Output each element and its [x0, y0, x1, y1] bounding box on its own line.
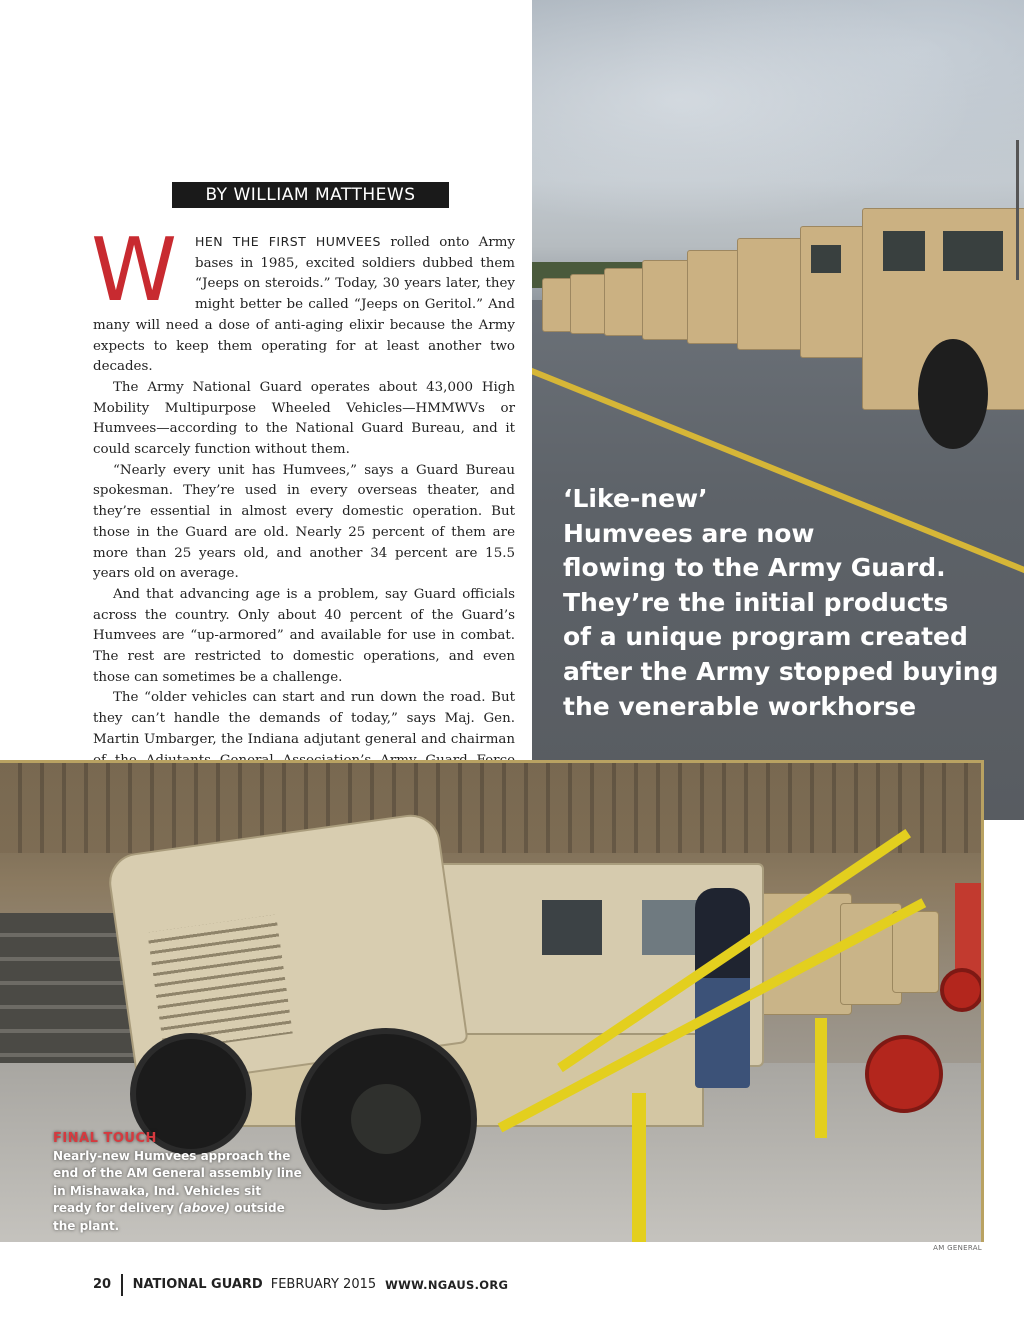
- assembly-worker: [695, 888, 750, 1088]
- paragraph-text: rolled onto Army bases in 1985, excited soldiers dubbed them “Jeeps on steroids.” Today, 30 years later, they might better be called “Jeeps on Geritol.” And many will need a dose of anti-aging elixir because the Army expects to keep them operating for at least another two decades.: [93, 235, 515, 375]
- queued-humvee: [892, 911, 939, 993]
- photo-credit: AM GENERAL: [933, 1244, 982, 1252]
- wheel-hub: [351, 1084, 421, 1154]
- article-paragraph: “Nearly every unit has Humvees,” says a Guard Bureau spokesman. They’re used in every overseas theater, and they’re essential in almost every domestic operation. But those in the Guard are old. Nearly 25 percent of them are more than 25 years old, and another 34 percent are 15.5 years old on average.: [93, 462, 515, 582]
- factory-ceiling: [0, 763, 984, 853]
- parked-humvee: [737, 238, 809, 350]
- page-footer: [93, 1274, 508, 1296]
- byline: BY WILLIAM MATTHEWS: [172, 182, 449, 208]
- footer-divider: [121, 1274, 123, 1296]
- cab-window: [542, 900, 602, 955]
- caption-text-part: Nearly-new Humvees approach the end of the AM General assembly line in Mishawaka, Ind. Vehicles sit ready for delivery: [53, 1148, 302, 1215]
- lead-in: HEN THE FIRST HUMVEES: [195, 234, 381, 249]
- queued-humvee: [760, 893, 852, 1015]
- utility-pole: [1016, 140, 1019, 280]
- drop-cap: W: [91, 219, 178, 321]
- article-paragraph: The “older vehicles can start and run down the road. But they can’t handle the demands of today,” says Maj. Gen. Martin Umbarger, the Indiana adjutant general and chairman: [93, 690, 515, 747]
- hose-reel: [940, 968, 984, 1012]
- hose-reel: [865, 1035, 943, 1113]
- pull-quote-line: Humvees are now: [563, 518, 815, 548]
- article-paragraph: And that advancing age is a problem, say Guard officials across the country. Only about 40 percent of the Guard’s Humvees are “up-armored” and available for use in combat. The rest are restricted to domestic operations, and even those can sometimes be a challenge.: [93, 586, 515, 685]
- caption-text-part: outside the plant.: [53, 1201, 285, 1233]
- article-paragraph: The Army National Guard operates about 43,000 High Mobility Multipurpose Wheeled Vehicles—HMMWVs or Humvees—according to the National Guard Bureau, and it could scarcely function without them.: [93, 379, 515, 458]
- parked-humvee: [570, 274, 608, 334]
- safety-rail-post: [632, 1093, 646, 1242]
- page-number: 20: [93, 1277, 112, 1292]
- pull-quote-line: after the Army stopped buying: [563, 656, 999, 686]
- caption-emphasis: (above): [178, 1201, 231, 1215]
- humvee-grille: [147, 915, 292, 1052]
- issue-date: FEBRUARY 2015: [270, 1277, 377, 1292]
- photo-caption: [53, 1130, 303, 1235]
- front-tire: [295, 1028, 477, 1210]
- pull-quote-line: They’re the initial products: [563, 587, 949, 617]
- pull-quote-line: the venerable workhorse: [563, 691, 917, 721]
- pull-quote-line: flowing to the Army Guard.: [563, 553, 946, 583]
- pull-quote-line: of a unique program created: [563, 622, 968, 652]
- caption-title: FINAL TOUCH: [53, 1131, 157, 1146]
- safety-rail-post: [815, 1018, 827, 1138]
- pull-quote: [563, 482, 1003, 724]
- parked-humvee: [862, 208, 1024, 410]
- caption-text: [53, 1148, 303, 1236]
- website-url[interactable]: WWW.NGAUS.ORG: [385, 1278, 509, 1292]
- pull-quote-line: ‘Like-new’: [563, 484, 708, 513]
- magazine-name: NATIONAL GUARD: [132, 1277, 263, 1292]
- article-body: [91, 219, 515, 792]
